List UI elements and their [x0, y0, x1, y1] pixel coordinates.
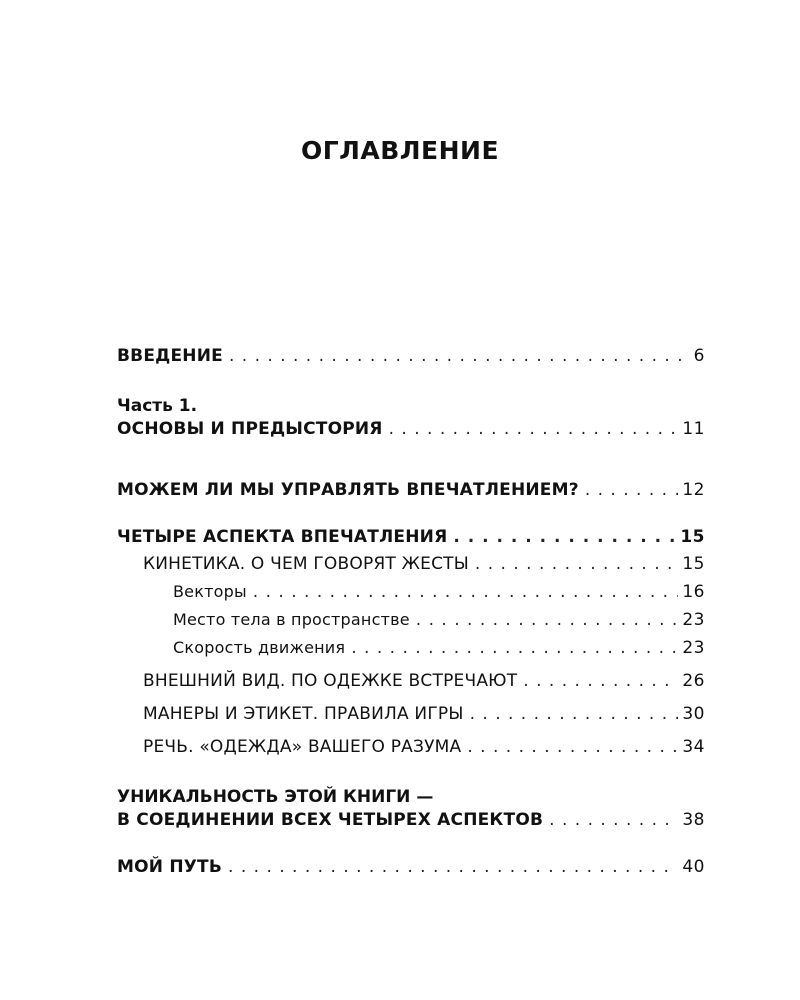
dot-leader: [585, 480, 679, 500]
toc-entry-kinetics[interactable]: [117, 554, 705, 574]
toc-entry-title: Скорость движения: [173, 638, 346, 657]
toc-entry-unique-line1: УНИКАЛЬНОСТЬ ЭТОЙ КНИГИ —: [117, 787, 434, 807]
toc-entry-page: 40: [682, 857, 705, 877]
toc-entry-title: МАНЕРЫ И ЭТИКЕТ. ПРАВИЛА ИГРЫ: [143, 704, 464, 724]
toc-entry-title: МОЙ ПУТЬ: [117, 857, 223, 877]
toc-entry-manage[interactable]: [117, 480, 705, 500]
toc-entry-place[interactable]: [117, 610, 705, 630]
toc-entry-title: МОЖЕМ ЛИ МЫ УПРАВЛЯТЬ ВПЕЧАТЛЕНИЕМ?: [117, 480, 579, 500]
toc-entry-my-path[interactable]: [117, 857, 705, 877]
toc-entry-title: ОСНОВЫ И ПРЕДЫСТОРИЯ: [117, 419, 383, 439]
toc-entry-speech[interactable]: [117, 737, 705, 757]
dot-leader: [253, 582, 679, 602]
toc-entry-title: КИНЕТИКА. О ЧЕМ ГОВОРЯТ ЖЕСТЫ: [143, 554, 469, 574]
dot-leader: [351, 638, 678, 658]
toc-part-label: Часть 1.: [117, 396, 198, 416]
dot-leader: [475, 554, 678, 574]
dot-leader: [229, 346, 690, 366]
toc-entry-title: РЕЧЬ. «ОДЕЖДА» ВАШЕГО РАЗУМА: [143, 737, 462, 757]
dot-leader: [416, 610, 679, 630]
toc-entry-page: 26: [682, 671, 705, 691]
toc-entry-page: 11: [682, 419, 705, 439]
dot-leader: [523, 671, 678, 691]
toc-entry-page: 38: [682, 810, 705, 830]
toc-entry-page: 15: [680, 527, 705, 547]
toc-entry-page: 23: [682, 638, 705, 658]
toc-entry-part1[interactable]: [117, 419, 705, 439]
toc-entry-speed[interactable]: [117, 638, 705, 658]
toc-entry-title: ВВЕДЕНИЕ: [117, 346, 223, 366]
toc-entry-page: 30: [682, 704, 705, 724]
toc-entry-page: 34: [682, 737, 705, 757]
toc-entry-unique[interactable]: [117, 810, 705, 830]
toc-entry-title: Место тела в пространстве: [173, 610, 410, 629]
toc-entry-appearance[interactable]: [117, 671, 705, 691]
toc-entry-page: 12: [682, 480, 705, 500]
dot-leader: [228, 857, 678, 877]
dot-leader: [389, 419, 679, 439]
toc-entry-title: ЧЕТЫРЕ АСПЕКТА ВПЕЧАТЛЕНИЯ: [117, 527, 448, 547]
dot-leader: [549, 810, 678, 830]
toc-entry-page: 23: [682, 610, 705, 630]
dot-leader: [470, 704, 679, 724]
toc-entry-title: В СОЕДИНЕНИИ ВСЕХ ЧЕТЫРЕХ АСПЕКТОВ: [117, 810, 544, 830]
toc-entry-page: 6: [693, 346, 705, 366]
toc-entry-title: ВНЕШНИЙ ВИД. ПО ОДЕЖКЕ ВСТРЕЧАЮТ: [143, 671, 518, 691]
toc-entry-four-aspects[interactable]: [117, 527, 705, 547]
toc-entry-intro[interactable]: [117, 346, 705, 366]
toc-entry-manners[interactable]: [117, 704, 705, 724]
dot-leader: [467, 737, 678, 757]
toc-entry-vectors[interactable]: [117, 582, 705, 602]
dot-leader: [453, 527, 676, 547]
toc-entry-title: Векторы: [173, 582, 247, 601]
toc-entry-page: 15: [682, 554, 705, 574]
page-title: ОГЛАВЛЕНИЕ: [300, 136, 500, 165]
toc-entry-page: 16: [682, 582, 705, 602]
